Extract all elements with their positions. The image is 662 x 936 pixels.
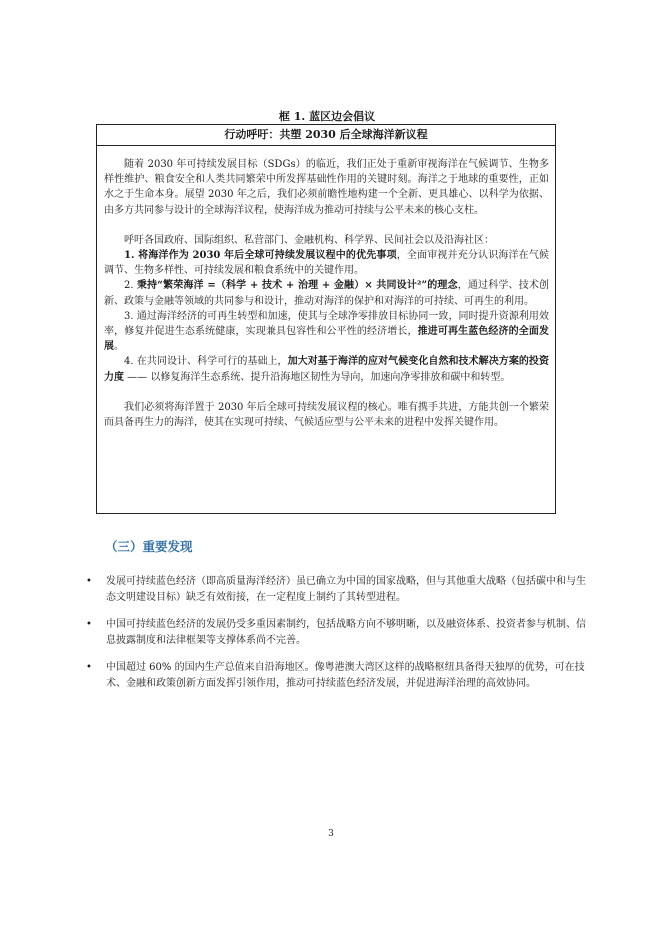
list-item bbox=[86, 574, 592, 605]
box-title: 行动呼吁：共塑 2030 后全球海洋新议程 bbox=[97, 125, 555, 146]
list-item bbox=[86, 617, 592, 648]
action-item-1 bbox=[104, 248, 549, 278]
list-item bbox=[86, 660, 592, 691]
action-item-2-bold: 秉持“繁荣海洋 =（科学 + 技术 + 治理 + 金融）× 共同设计²”的理念 bbox=[136, 280, 458, 292]
action-item-4-bold: 加大对基于海洋的应对气候变化自然和技术解决方案的投资力度 bbox=[104, 356, 549, 383]
action-item-1-text: ，全面审视并充分认识海洋在气候调节、生物多样性、可持续发展和粮食系统中的关键作用。 bbox=[104, 250, 550, 277]
box-caption: 框 1. 蓝区边会倡议 bbox=[278, 110, 376, 123]
bullet-icon: • bbox=[86, 662, 92, 673]
action-item-1-bold: 1. 将海洋作为 2030 年后全球可持续发展议程中的优先事项 bbox=[124, 250, 397, 262]
action-item-2-text: ，通过科学、技术创新、政策与金融等领域的共同参与和设计，推动对海洋的保护和对海洋的可持续、可再生的利用。 bbox=[104, 280, 549, 307]
action-item-2-prefix: 2. bbox=[124, 280, 137, 292]
closing-paragraph: 我们必须将海洋置于 2030 年后全球可持续发展议程的核心。唯有携手共进，方能共创一个繁荣而具备再生力的海洋，使其在实现可持续、气候适应型与公平未来的进程中发挥关键作用。 bbox=[104, 401, 549, 429]
intro-paragraph: 随着 2030 年可持续发展目标（SDGs）的临近，我们正处于重新审视海洋在气候调节、生物多样性维护、粮食安全和人类共同繁荣中所发挥基础性作用的关键时刻。海洋之于地球的重要性，正如水之于生命本身。展望 2030 年之后，我们必须前瞻性地构建一个全新、更具雄心、以科学为依据、由多方共同参与设计的全球海洋议程，使海洋成为推动可持续与公平未来的核心支柱。 bbox=[104, 159, 549, 216]
action-item-4 bbox=[104, 354, 549, 384]
box-body bbox=[97, 146, 555, 430]
bullet-icon: • bbox=[86, 576, 92, 587]
section-title: （三）重要发现 bbox=[105, 539, 193, 554]
finding-text: 中国可持续蓝色经济的发展仍受多重因素制约，包括战略方向不够明晰，以及融资体系、投资者参与机制、信息披露制度和法律框架等支撑体系尚不完善。 bbox=[106, 619, 586, 646]
action-item-4-text: 4. 在共同设计、科学可行的基础上， bbox=[124, 356, 288, 368]
bullet-icon: • bbox=[86, 619, 92, 630]
action-item-3 bbox=[104, 309, 549, 355]
finding-text: 中国超过 60% 的国内生产总值来自沿海地区。像粤港澳大湾区这样的战略枢纽具备得天独厚的优势，可在技术、金融和政策创新方面发挥引领作用，推动可持续蓝色经济发展，并促进海洋治理的高效协同。 bbox=[106, 662, 585, 689]
page-number: 3 bbox=[328, 829, 334, 839]
action-item-3-end: 。 bbox=[114, 341, 124, 353]
action-item-4-rest: —— 以修复海洋生态系统、提升沿海地区韧性为导向，加速向净零排放和碳中和转型。 bbox=[124, 371, 511, 383]
action-item-3-text: 3. 通过海洋经济的可再生转型和加速，使其与全球净零排放目标协同一致，同时提升资源利用效率，修复并促进生态系统健康，实现兼具包容性和公平性的经济增长， bbox=[104, 310, 549, 338]
call-to-action-box bbox=[96, 124, 556, 514]
action-item-2 bbox=[104, 278, 549, 308]
action-item-3-bold: 推进可再生蓝色经济的全面发展 bbox=[104, 326, 550, 353]
finding-text: 发展可持续蓝色经济（即高质量海洋经济）虽已确立为中国的国家战略，但与其他重大战略（包括碳中和与生态文明建设目标）缺乏有效衔接，在一定程度上制约了其转型进程。 bbox=[106, 576, 586, 603]
call-paragraph: 呼吁各国政府、国际组织、私营部门、金融机构、科学界、民间社会以及沿海社区： bbox=[124, 234, 494, 246]
findings-list bbox=[86, 574, 592, 703]
